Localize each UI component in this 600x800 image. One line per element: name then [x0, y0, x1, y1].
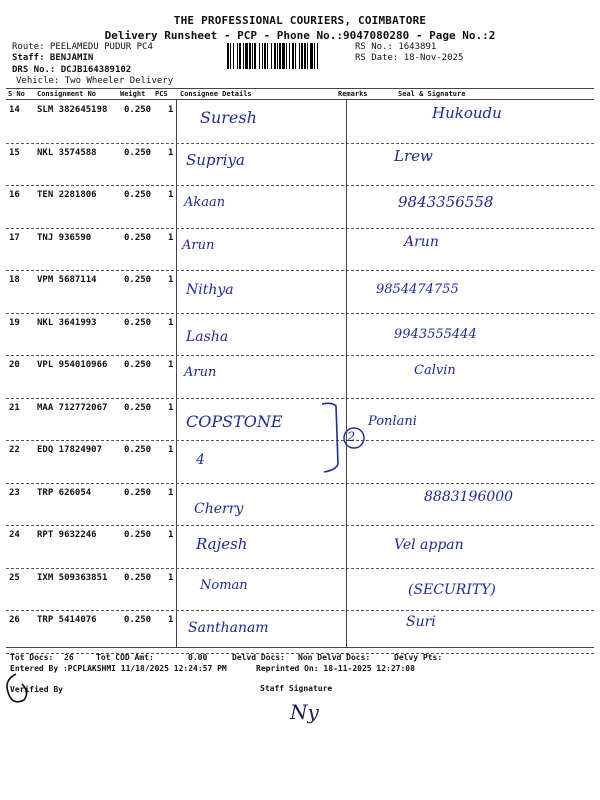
barcode-bar	[304, 43, 306, 69]
row-divider	[6, 568, 594, 569]
row-divider	[6, 185, 594, 186]
row-weight: 0.250	[124, 317, 152, 328]
delvy-pts-label: Delvy Pts:	[394, 653, 443, 662]
row-sno: 24	[9, 530, 20, 540]
row-consignment-no: TNJ 936590	[37, 232, 92, 243]
barcode-bar	[274, 43, 276, 69]
row-signature-handwriting: Lrew	[394, 146, 433, 165]
barcode-image	[227, 43, 352, 69]
row-signature-handwriting: 9843356558	[398, 193, 494, 211]
vehicle-label: Vehicle: Two Wheeler Delivery	[16, 76, 174, 86]
row-consignee-handwriting: Nithya	[186, 282, 234, 298]
row-pcs: 1	[168, 402, 174, 413]
staff-signature-mark: Ny	[290, 700, 319, 724]
row-divider	[6, 355, 594, 356]
staff-label: Staff: BENJAMIN	[12, 53, 94, 63]
row-sno: 21	[9, 402, 20, 413]
non-delvd-docs-label: Non Delvd Docs:	[298, 653, 371, 662]
row-pcs: 1	[168, 190, 174, 200]
entered-by: Entered By :PCPLAKSHMI 11/18/2025 12:24:57 PM	[10, 664, 227, 673]
verified-by-label: Verified By	[10, 685, 63, 694]
row-signature-handwriting: 9943555444	[394, 326, 477, 342]
row-divider	[6, 270, 594, 271]
barcode-bar	[237, 43, 238, 69]
row-weight: 0.250	[124, 232, 152, 243]
row-weight: 0.250	[124, 530, 152, 540]
row-divider	[6, 483, 594, 484]
row-consignment-no: IXM 509363851	[37, 572, 108, 583]
barcode-bar	[262, 43, 263, 69]
row-pcs: 1	[168, 360, 174, 370]
barcode-bar	[271, 43, 272, 69]
row-signature-handwriting: Calvin	[414, 363, 456, 378]
row-consignee-handwriting: Santhanam	[188, 620, 269, 636]
row-weight: 0.250	[124, 615, 152, 625]
row-sno: 22	[9, 445, 20, 455]
barcode-bar	[267, 43, 268, 69]
barcode-bar	[227, 43, 229, 69]
row-divider	[6, 610, 594, 611]
barcode-bar	[239, 43, 241, 69]
barcode-bar	[245, 43, 248, 69]
row-consignee-handwriting: Arun	[184, 365, 217, 380]
row-signature-handwriting: 9854474755	[376, 282, 459, 297]
row-weight: 0.250	[124, 105, 152, 115]
row-pcs: 1	[168, 572, 174, 583]
delvd-docs-label: Delvd Docs:	[232, 653, 285, 662]
row-consignee-handwriting: Cherry	[194, 500, 244, 517]
company-title: THE PROFESSIONAL COURIERS, COIMBATORE	[173, 14, 427, 27]
row-pcs: 1	[168, 105, 174, 115]
row-sno: 15	[9, 147, 20, 158]
row-weight: 0.250	[124, 445, 152, 455]
barcode-bar	[299, 43, 300, 69]
row-consignment-no: EDQ 17824907	[37, 445, 103, 455]
row-consignment-no: RPT 9632246	[37, 530, 97, 540]
row-sno: 16	[9, 190, 20, 200]
barcode-bar	[282, 43, 285, 69]
row-divider	[6, 440, 594, 441]
row-consignee-handwriting: Arun	[182, 237, 215, 253]
runsheet-title: Delivery Runsheet - PCP - Phone No.:9047080280 - Page No.:2	[104, 29, 496, 42]
row-consignee-handwriting: Suresh	[200, 108, 257, 127]
row-signature-handwriting: Vel appan	[394, 537, 464, 553]
row-weight: 0.250	[124, 360, 152, 370]
barcode-bar	[279, 43, 281, 69]
barcode-bar	[314, 43, 315, 69]
row-pcs: 1	[168, 275, 174, 285]
row-sno: 18	[9, 275, 20, 285]
row-pcs: 1	[168, 615, 174, 625]
reprinted-on: Reprinted On: 18-11-2025 12:27:08	[256, 664, 415, 673]
row-divider	[6, 313, 594, 314]
row-weight: 0.250	[124, 147, 152, 158]
barcode-bar	[317, 43, 318, 69]
row-consignee-handwriting: Lasha	[186, 328, 229, 345]
consignee-column-divider	[176, 99, 177, 647]
row-consignment-no: NKL 3641993	[37, 317, 97, 328]
barcode-bar	[277, 43, 278, 69]
row-signature-handwriting: 8883196000	[424, 488, 514, 505]
staff-signature-label: Staff Signature	[260, 684, 333, 693]
row-consignment-no: TRP 626054	[37, 487, 92, 498]
row-divider	[6, 228, 594, 229]
col-pcs: PCS	[155, 90, 168, 98]
row-consignment-no: SLM 382645198	[37, 105, 108, 115]
barcode-bar	[307, 43, 308, 69]
barcode-bar	[289, 43, 290, 69]
verifier-scribble	[2, 672, 32, 708]
tot-cod-label: Tot COD Amt:	[96, 653, 154, 662]
rs-no-label: RS No.: 1643891	[355, 42, 437, 52]
barcode-bar	[243, 43, 244, 69]
row-weight: 0.250	[124, 572, 152, 583]
row-consignee-handwriting: Akaan	[184, 195, 226, 210]
col-weight: Weight	[120, 90, 146, 98]
row-sno: 20	[9, 360, 20, 370]
row-consignee-handwriting: Rajesh	[196, 535, 248, 553]
group-note: 2	[347, 430, 356, 445]
barcode-bar	[230, 43, 231, 69]
barcode-bar	[259, 43, 260, 69]
rs-date-label: RS Date: 18-Nov-2025	[355, 53, 464, 63]
header-bottom-rule	[6, 99, 594, 100]
row-signature-handwriting: Arun	[404, 233, 439, 250]
row-sno: 17	[9, 232, 20, 243]
row-weight: 0.250	[124, 487, 152, 498]
col-seal-signature: Seal & Signature	[398, 90, 466, 98]
row-signature-handwriting: Suri	[406, 614, 436, 630]
barcode-bar	[264, 43, 266, 69]
row-divider	[6, 525, 594, 526]
barcode-bar	[233, 43, 234, 69]
row-sno: 19	[9, 317, 20, 328]
row-signature-handwriting: Ponlani	[368, 413, 417, 429]
row-pcs: 1	[168, 317, 174, 328]
col-consignment: Consignment No	[37, 90, 97, 98]
row-consignee-handwriting: 4	[196, 452, 205, 468]
col-sno: S No	[8, 90, 25, 98]
row-consignee-handwriting: Supriya	[186, 150, 245, 169]
row-pcs: 1	[168, 530, 174, 540]
barcode-bar	[295, 43, 296, 69]
row-pcs: 1	[168, 232, 174, 243]
row-consignment-no: TRP 5414076	[37, 615, 97, 625]
barcode-bar	[292, 43, 294, 69]
footer-top-rule	[6, 647, 594, 648]
row-pcs: 1	[168, 445, 174, 455]
barcode-bar	[254, 43, 256, 69]
row-sno: 25	[9, 572, 20, 583]
row-divider	[6, 398, 594, 399]
row-consignee-handwriting: COPSTONE	[186, 411, 283, 431]
row-consignment-no: VPM 5687114	[37, 275, 97, 285]
barcode-bar	[310, 43, 313, 69]
row-signature-handwriting: (SECURITY)	[408, 581, 496, 598]
route-label: Route: PEELAMEDU PUDUR PC4	[12, 42, 153, 52]
col-consignee: Consignee Details	[180, 90, 252, 98]
row-consignment-no: TEN 2281806	[37, 190, 97, 200]
row-divider	[6, 143, 594, 144]
row-consignment-no: MAA 712772067	[37, 402, 108, 413]
barcode-bar	[249, 43, 251, 69]
drs-label: DRS No.: DCJB164389102	[12, 65, 132, 75]
row-weight: 0.250	[124, 402, 152, 413]
row-consignment-no: NKL 3574588	[37, 147, 97, 158]
remarks-column-divider	[346, 99, 347, 647]
row-weight: 0.250	[124, 275, 152, 285]
row-sno: 14	[9, 105, 20, 115]
row-pcs: 1	[168, 487, 174, 498]
col-remarks: Remarks	[338, 90, 368, 98]
tot-cod-value: 0.00	[188, 653, 208, 662]
row-pcs: 1	[168, 147, 174, 158]
row-consignee-handwriting: Noman	[200, 577, 248, 593]
barcode-bar	[301, 43, 303, 69]
header-top-rule	[6, 88, 594, 89]
row-sno: 26	[9, 615, 20, 625]
tot-docs-label: Tot Docs:	[10, 653, 54, 662]
barcode-bar	[286, 43, 287, 69]
barcode-bar	[252, 43, 253, 69]
row-sno: 23	[9, 487, 20, 498]
row-weight: 0.250	[124, 190, 152, 200]
row-signature-handwriting: Hukoudu	[432, 104, 502, 122]
row-consignment-no: VPL 954010966	[37, 360, 108, 370]
tot-docs-value: 26	[64, 653, 74, 662]
